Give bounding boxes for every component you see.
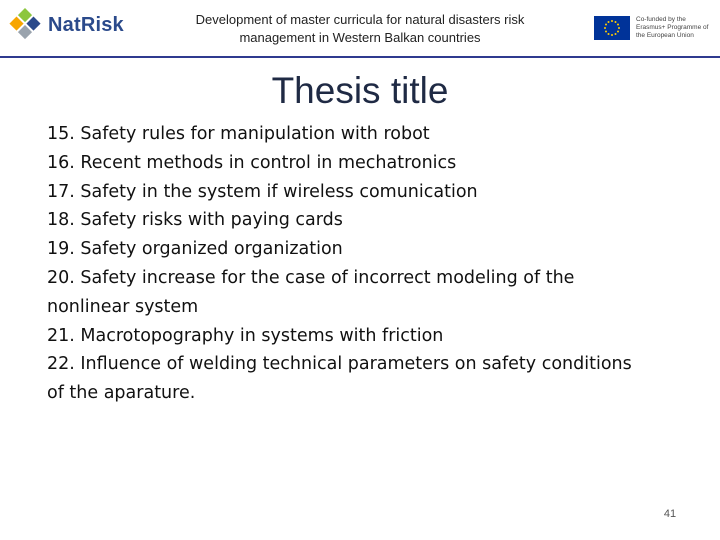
list-item: 16. Recent methods in control in mechatronics — [47, 152, 457, 173]
list-item: 21. Macrotopography in systems with friction — [47, 325, 444, 346]
eu-flag-icon — [594, 16, 630, 40]
eu-funding-text: Co-funded by the Erasmus+ Programme of the European Union — [636, 16, 709, 39]
slide-title: Thesis title — [271, 70, 449, 111]
list-item: 17. Safety in the system if wireless comunication — [47, 181, 478, 202]
header-divider — [0, 56, 720, 58]
slide-header — [0, 0, 720, 58]
thesis-topic-list — [47, 120, 647, 408]
list-item: 22. Influence of welding technical parameters on safety conditions of the aparature. — [47, 354, 632, 404]
eu-funding-badge — [594, 14, 716, 42]
header-title: Development of master curricula for natural disasters risk management in Western Balkan countries — [195, 12, 525, 45]
list-item: 15. Safety rules for manipulation with robot — [47, 124, 430, 144]
logo-text: NatRisk — [48, 14, 124, 36]
page-number: 41 — [663, 508, 677, 520]
natrisk-emblem-icon — [4, 4, 48, 48]
natrisk-logo — [4, 4, 124, 48]
list-item: 19. Safety organized organization — [47, 239, 343, 260]
list-item: 18. Safety risks with paying cards — [47, 210, 343, 231]
list-item: 20. Safety increase for the case of incorrect modeling of the nonlinear system — [47, 267, 575, 317]
